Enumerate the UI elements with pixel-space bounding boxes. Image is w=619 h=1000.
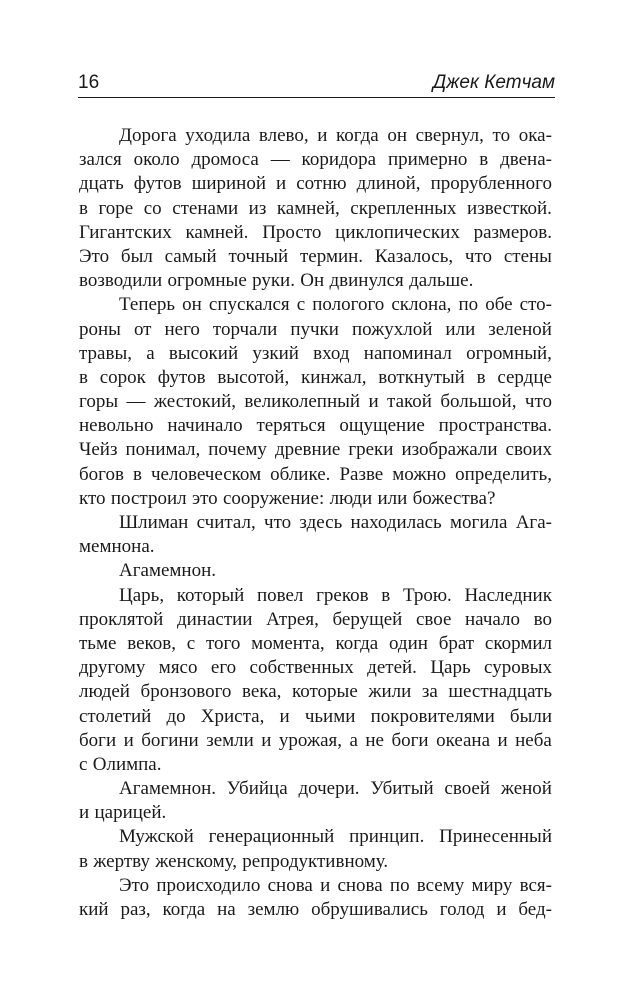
text-line: горы — жестокий, великолепный и такой большой, что [79, 391, 552, 413]
text-line: тьме веков, с того момента, когда один брат скормил [79, 632, 552, 654]
text-line: людей бронзового века, которые жили за шестнадцать [79, 681, 552, 703]
text-line: богов в человеческом облике. Разве можно определить, [79, 463, 552, 485]
text-line: Царь, который повел греков в Трою. Наследник [119, 584, 552, 606]
text-line: Это происходило снова и снова по всему миру вся- [119, 874, 552, 896]
text-line: возводили огромные руки. Он двинулся дальше. [79, 270, 474, 292]
text-line: в жертву женскому, репродуктивному. [79, 850, 389, 872]
text-line: дцать футов шириной и сотню длиной, прорубленного [79, 173, 552, 195]
text-line: и царицей. [79, 802, 167, 824]
page-number: 16 [78, 72, 100, 93]
text-line: Мужской генерационный принцип. Принесенный [119, 826, 552, 848]
text-line: Шлиман считал, что здесь находилась могила Ага- [119, 512, 552, 533]
body-text [79, 124, 552, 922]
text-line: боги и богини земли и урожая, а не боги океана и неба [79, 729, 552, 751]
text-line: Это был самый точный термин. Казалось, что стены [79, 245, 552, 267]
text-line: с Олимпа. [79, 753, 162, 775]
text-line: в сорок футов высотой, кинжал, воткнутый в сердце [79, 366, 552, 388]
text-line: Агамемнон. Убийца дочери. Убитый своей женой [119, 778, 552, 800]
text-line: Теперь он спускался с пологого склона, по обе сто- [119, 294, 552, 316]
text-line: Гигантских камней. Просто циклопических размеров. [79, 221, 552, 243]
text-line: мемнона. [79, 536, 155, 558]
text-line: кто построил это сооружение: люди или божества? [79, 487, 496, 509]
text-line: в горе со стенами из камней, скрепленных известкой. [79, 197, 552, 219]
text-line: кий раз, когда на землю обрушивались голод и бед- [79, 899, 552, 920]
text-line: зался около дромоса — коридора примерно в двена- [79, 149, 552, 171]
text-line: Чейз понимал, почему древние греки изображали своих [79, 439, 552, 461]
header-rule [78, 97, 555, 98]
text-line: Дорога уходила влево, и когда он свернул, то ока- [119, 125, 552, 146]
text-line: другому мясо его собственных детей. Царь суровых [79, 657, 552, 679]
text-line: роны от него торчали пучки пожухлой или зеленой [79, 318, 552, 340]
text-line: столетий до Христа, и чьими покровителями были [79, 705, 552, 727]
text-line: Агамемнон. [119, 560, 217, 582]
text-line: невольно начинало теряться ощущение пространства. [79, 415, 552, 437]
text-line: проклятой династии Атрея, берущей свое начало во [79, 608, 552, 630]
running-head [78, 64, 555, 98]
text-line: травы, а высокий узкий вход напоминал огромный, [79, 342, 552, 364]
running-title: Джек Кетчам [432, 72, 555, 93]
